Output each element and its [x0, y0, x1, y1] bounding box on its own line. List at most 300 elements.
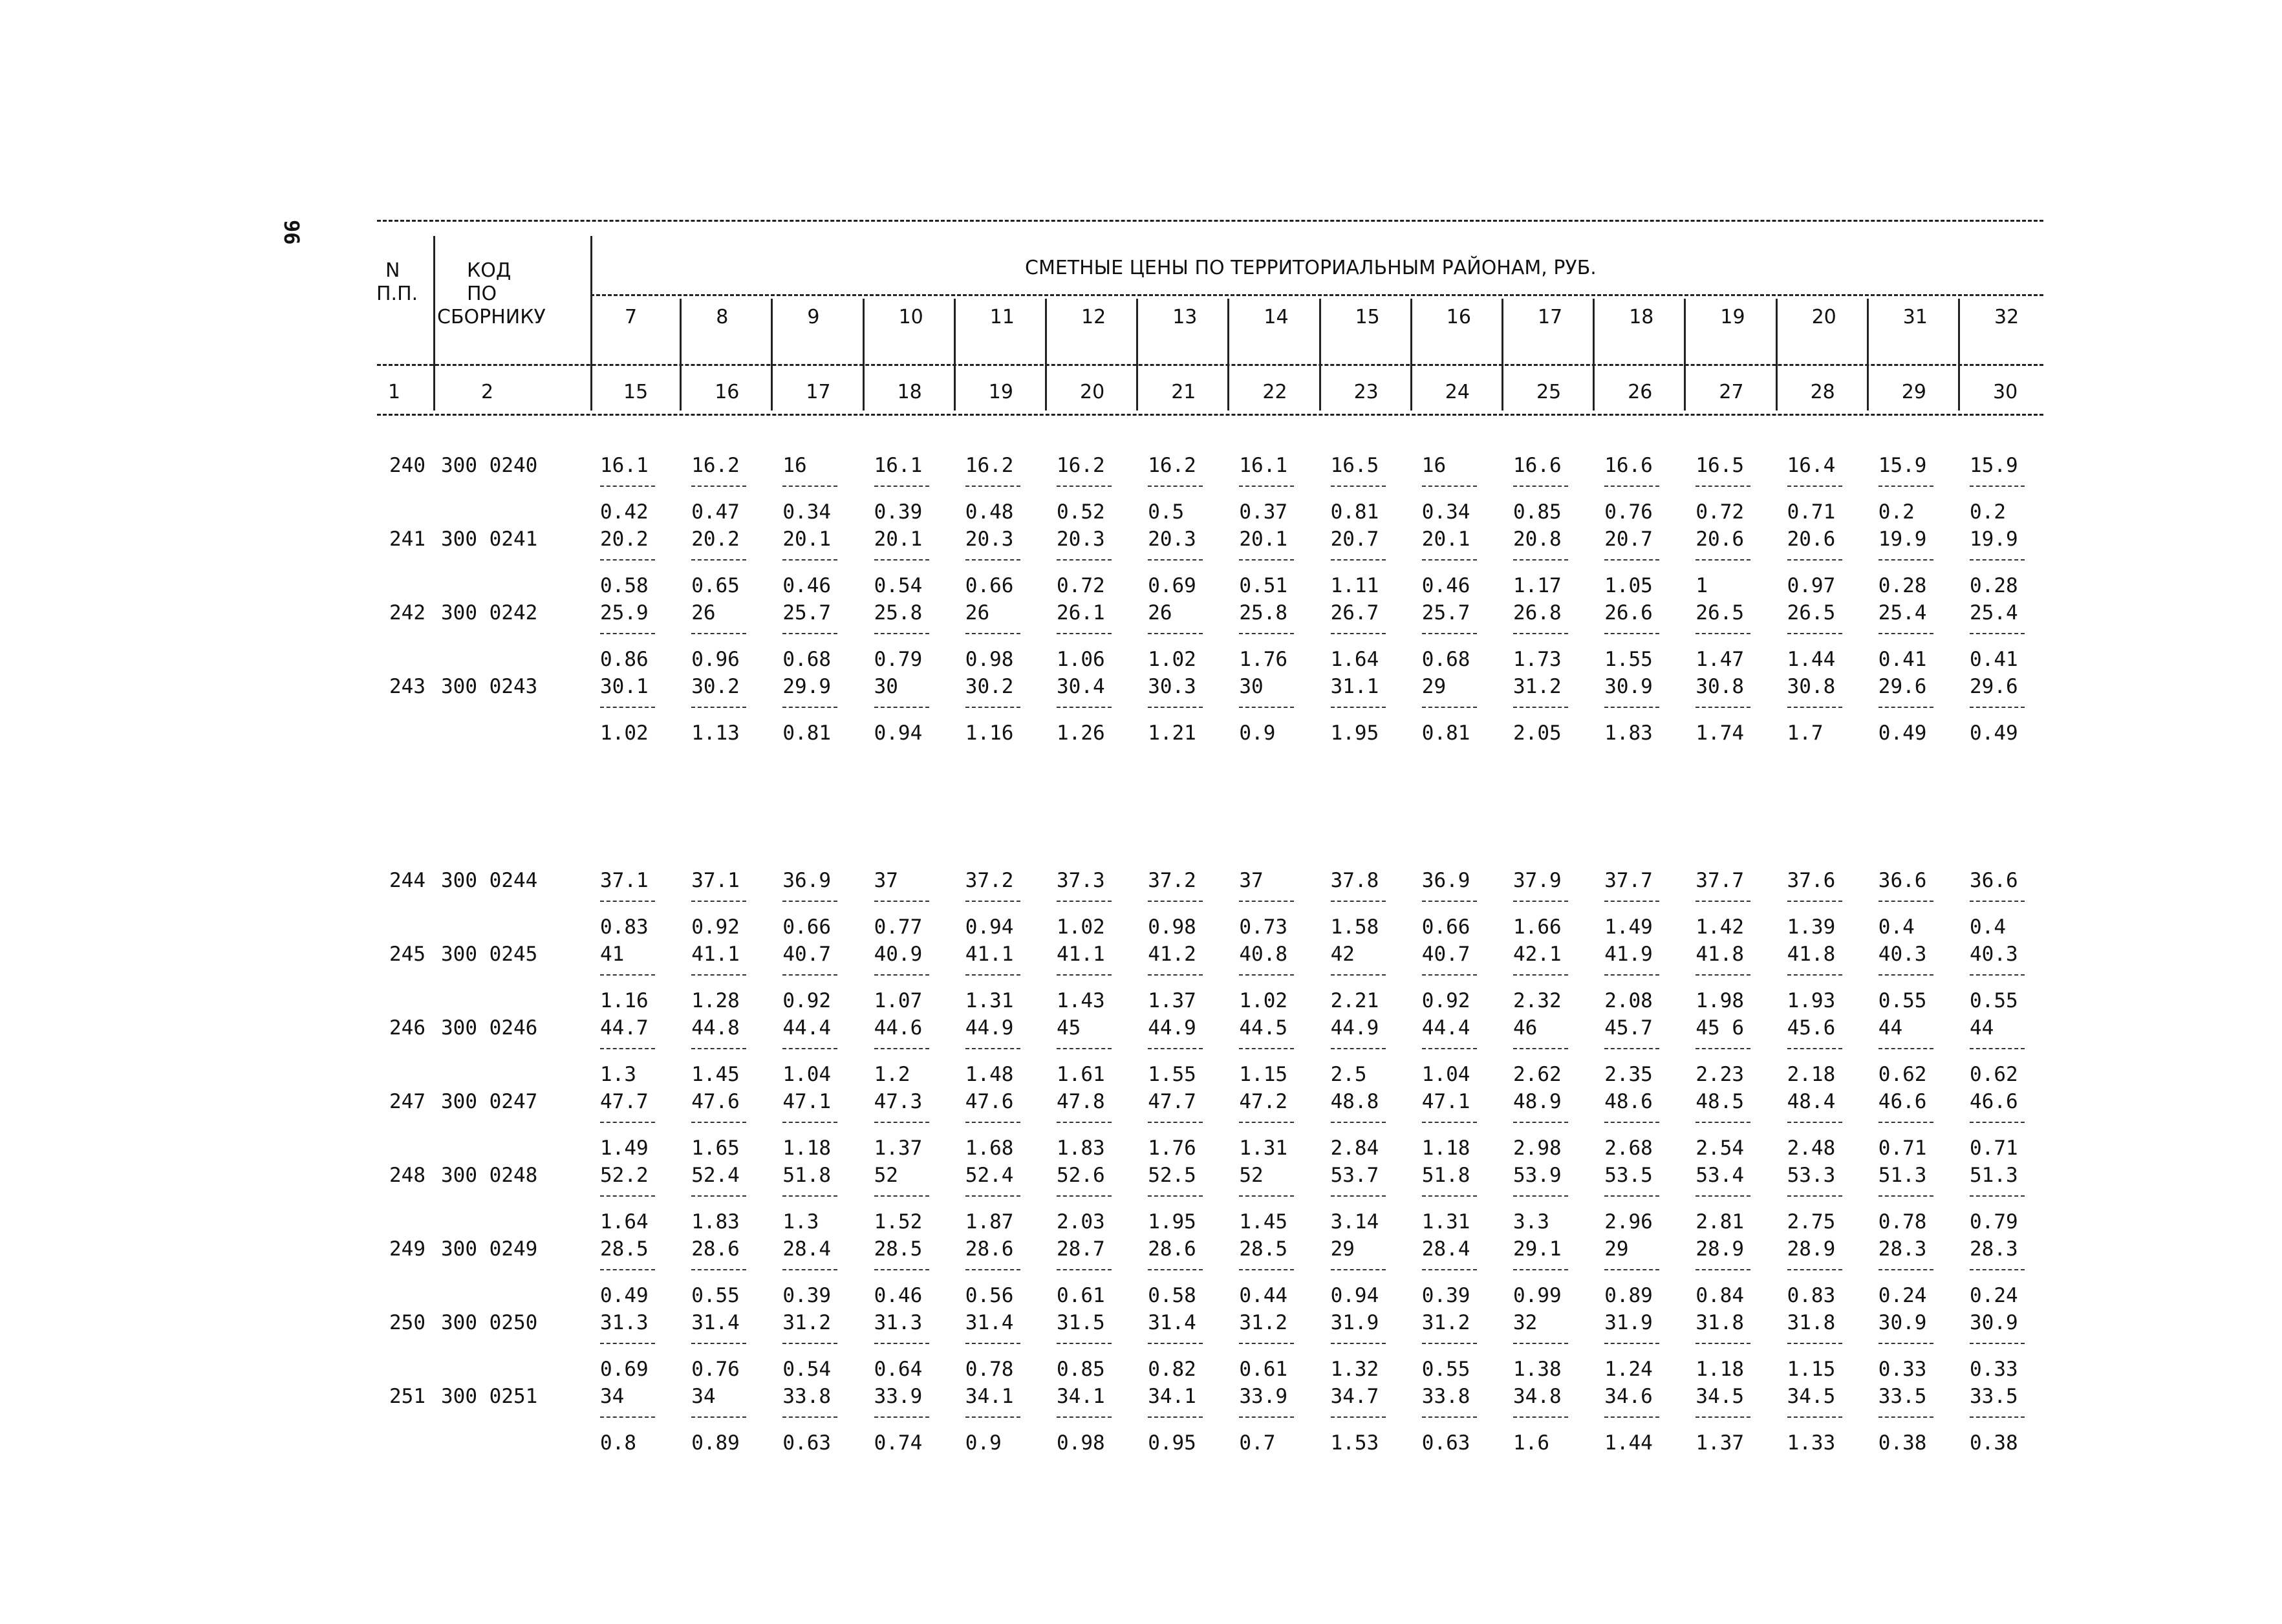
- price-value: 40.7: [1421, 943, 1470, 966]
- price-value: 1.76: [1239, 648, 1288, 671]
- district-number: 9: [807, 306, 820, 328]
- price-value: 30: [874, 675, 898, 698]
- price-value: 26.5: [1695, 601, 1745, 625]
- fraction-rule: [1513, 707, 1568, 708]
- header-vrule: [771, 299, 773, 411]
- fraction-rule: [1148, 1343, 1203, 1344]
- price-value: 1.45: [691, 1063, 740, 1086]
- fraction-rule: [1239, 559, 1294, 561]
- price-value: 47.2: [1239, 1090, 1288, 1113]
- fraction-rule: [1331, 486, 1386, 487]
- price-value: 1.49: [1604, 915, 1653, 939]
- row-code: 300 0247: [441, 1090, 538, 1113]
- price-value: 1.61: [1057, 1063, 1105, 1086]
- fraction-rule: [1239, 1195, 1294, 1197]
- header-code-label: ПО: [467, 283, 497, 305]
- header-vrule: [1958, 299, 1960, 411]
- header-vrule: [1593, 299, 1595, 411]
- district-number: 11: [989, 306, 1015, 328]
- fraction-rule: [1695, 1269, 1750, 1270]
- fraction-rule: [1970, 1343, 2025, 1344]
- price-value: 28.6: [965, 1237, 1014, 1261]
- price-value: 1.31: [1239, 1137, 1288, 1160]
- fraction-rule: [1970, 707, 2025, 708]
- column-index: 17: [806, 381, 831, 403]
- price-value: 0.92: [691, 915, 740, 939]
- price-value: 37: [874, 869, 898, 892]
- price-value: 16.2: [1057, 454, 1105, 477]
- price-value: 44: [1970, 1016, 1994, 1040]
- price-value: 0.63: [782, 1431, 832, 1455]
- price-value: 31.9: [1330, 1311, 1379, 1334]
- price-value: 1.11: [1330, 574, 1379, 597]
- price-value: 1.83: [691, 1210, 740, 1234]
- price-value: 30.4: [1057, 675, 1105, 698]
- header-code-label: СБОРНИКУ: [437, 306, 546, 328]
- price-value: 1.42: [1695, 915, 1745, 939]
- price-value: 48.4: [1787, 1090, 1836, 1113]
- price-value: 30.2: [691, 675, 740, 698]
- price-value: 16.5: [1330, 454, 1379, 477]
- fraction-rule: [782, 1269, 837, 1270]
- price-value: 28.9: [1787, 1237, 1836, 1261]
- price-value: 47.1: [782, 1090, 832, 1113]
- price-value: 25.4: [1970, 601, 2018, 625]
- price-value: 0.92: [1421, 989, 1470, 1012]
- fraction-rule: [1604, 1048, 1659, 1049]
- price-value: 2.35: [1604, 1063, 1653, 1086]
- column-index: 23: [1353, 381, 1379, 403]
- price-value: 28.6: [1148, 1237, 1196, 1261]
- fraction-rule: [1878, 1343, 1933, 1344]
- price-value: 16.5: [1695, 454, 1745, 477]
- price-value: 0.81: [782, 721, 832, 745]
- district-number: 7: [625, 306, 638, 328]
- price-value: 0.58: [600, 574, 649, 597]
- price-value: 1.06: [1057, 648, 1105, 671]
- price-value: 48.5: [1695, 1090, 1745, 1113]
- price-value: 45.7: [1604, 1016, 1653, 1040]
- price-value: 0.55: [1421, 1358, 1470, 1381]
- fraction-rule: [1695, 559, 1750, 561]
- price-value: 52.2: [600, 1164, 649, 1187]
- price-value: 45.6: [1787, 1016, 1836, 1040]
- fraction-rule: [1513, 1269, 1568, 1270]
- fraction-rule: [1787, 707, 1842, 708]
- fraction-rule: [874, 1122, 929, 1123]
- price-value: 34.1: [1148, 1385, 1196, 1408]
- row-number: 243: [389, 675, 425, 698]
- price-value: 26: [1148, 601, 1172, 625]
- price-value: 0.54: [874, 574, 923, 597]
- price-value: 1.48: [965, 1063, 1014, 1086]
- price-value: 20.3: [965, 528, 1014, 551]
- price-value: 26: [965, 601, 990, 625]
- price-value: 1.04: [1421, 1063, 1470, 1086]
- fraction-rule: [1057, 974, 1112, 976]
- price-value: 26.5: [1787, 601, 1836, 625]
- price-value: 20.1: [874, 528, 923, 551]
- price-value: 0.46: [782, 574, 832, 597]
- fraction-rule: [1331, 1269, 1386, 1270]
- price-value: 37.6: [1787, 869, 1836, 892]
- price-value: 44.7: [600, 1016, 649, 1040]
- price-value: 1.31: [1421, 1210, 1470, 1234]
- price-value: 1.2: [874, 1063, 910, 1086]
- fraction-rule: [1970, 974, 2025, 976]
- price-value: 1.49: [600, 1137, 649, 1160]
- price-value: 25.9: [600, 601, 649, 625]
- fraction-rule: [965, 633, 1020, 634]
- fraction-rule: [1878, 974, 1933, 976]
- price-value: 30.2: [965, 675, 1014, 698]
- price-value: 26.7: [1330, 601, 1379, 625]
- fraction-rule: [1057, 1048, 1112, 1049]
- price-value: 1.98: [1695, 989, 1745, 1012]
- fraction-rule: [1970, 486, 2025, 487]
- district-number: 12: [1081, 306, 1106, 328]
- price-value: 30.1: [600, 675, 649, 698]
- fraction-rule: [1239, 707, 1294, 708]
- fraction-rule: [1513, 633, 1568, 634]
- price-value: 31.2: [1513, 675, 1562, 698]
- column-index: 22: [1262, 381, 1287, 403]
- column-index: 18: [897, 381, 922, 403]
- district-number: 17: [1538, 306, 1563, 328]
- fraction-rule: [1695, 1122, 1750, 1123]
- fraction-rule: [1695, 1416, 1750, 1418]
- price-value: 44.4: [782, 1016, 832, 1040]
- fraction-rule: [1513, 559, 1568, 561]
- price-value: 37.2: [965, 869, 1014, 892]
- price-value: 1.43: [1057, 989, 1105, 1012]
- fraction-rule: [1148, 901, 1203, 902]
- price-value: 52.6: [1057, 1164, 1105, 1187]
- row-number: 250: [389, 1311, 425, 1334]
- price-value: 0.61: [1239, 1358, 1288, 1381]
- price-value: 36.9: [1421, 869, 1470, 892]
- price-value: 34.5: [1787, 1385, 1836, 1408]
- fraction-rule: [1331, 559, 1386, 561]
- price-value: 1.02: [1148, 648, 1196, 671]
- price-value: 51.3: [1878, 1164, 1927, 1187]
- price-value: 0.98: [1148, 915, 1196, 939]
- price-value: 1.66: [1513, 915, 1562, 939]
- price-value: 41.8: [1787, 943, 1836, 966]
- fraction-rule: [874, 559, 929, 561]
- fraction-rule: [1057, 1122, 1112, 1123]
- price-value: 0.83: [1787, 1284, 1836, 1307]
- price-value: 16.6: [1513, 454, 1562, 477]
- fraction-rule: [965, 1416, 1020, 1418]
- column-index: 20: [1080, 381, 1105, 403]
- price-value: 0.49: [1878, 721, 1927, 745]
- fraction-rule: [782, 707, 837, 708]
- fraction-rule: [1695, 1343, 1750, 1344]
- price-value: 40.3: [1970, 943, 2018, 966]
- price-value: 36.6: [1878, 869, 1927, 892]
- header-vrule: [1502, 299, 1503, 411]
- fraction-rule: [1970, 1048, 2025, 1049]
- fraction-rule: [874, 1416, 929, 1418]
- row-number: 241: [389, 528, 425, 551]
- price-value: 52: [874, 1164, 898, 1187]
- row-code: 300 0242: [441, 601, 538, 625]
- row-number: 249: [389, 1237, 425, 1261]
- fraction-rule: [1878, 1122, 1933, 1123]
- price-value: 0.9: [1239, 721, 1276, 745]
- price-value: 3.3: [1513, 1210, 1549, 1234]
- price-value: 28.5: [1239, 1237, 1288, 1261]
- row-code: 300 0248: [441, 1164, 538, 1187]
- price-value: 31.8: [1695, 1311, 1745, 1334]
- price-value: 32: [1513, 1311, 1538, 1334]
- fraction-rule: [1331, 1048, 1386, 1049]
- price-value: 53.5: [1604, 1164, 1653, 1187]
- header-vrule: [433, 236, 435, 411]
- price-value: 0.72: [1695, 500, 1745, 524]
- price-value: 0.38: [1878, 1431, 1927, 1455]
- fraction-rule: [1331, 707, 1386, 708]
- price-value: 1.15: [1239, 1063, 1288, 1086]
- column-index: 25: [1536, 381, 1562, 403]
- price-value: 2.32: [1513, 989, 1562, 1012]
- fraction-rule: [1422, 1416, 1477, 1418]
- price-value: 0.8: [600, 1431, 636, 1455]
- price-value: 52: [1239, 1164, 1264, 1187]
- fraction-rule: [1878, 1269, 1933, 1270]
- price-value: 1.83: [1604, 721, 1653, 745]
- fraction-rule: [1331, 633, 1386, 634]
- fraction-rule: [1878, 559, 1933, 561]
- row-number: 246: [389, 1016, 425, 1040]
- price-value: 41.1: [965, 943, 1014, 966]
- price-value: 34: [691, 1385, 716, 1408]
- price-value: 20.7: [1330, 528, 1379, 551]
- price-value: 41.8: [1695, 943, 1745, 966]
- price-value: 1.47: [1695, 648, 1745, 671]
- price-value: 1.44: [1604, 1431, 1653, 1455]
- price-value: 1.45: [1239, 1210, 1288, 1234]
- fraction-rule: [1148, 974, 1203, 976]
- fraction-rule: [1057, 633, 1112, 634]
- price-value: 31.2: [1239, 1311, 1288, 1334]
- price-value: 0.62: [1970, 1063, 2018, 1086]
- fraction-rule: [600, 633, 655, 634]
- fraction-rule: [1422, 974, 1477, 976]
- price-value: 28.4: [1421, 1237, 1470, 1261]
- price-value: 1.05: [1604, 574, 1653, 597]
- price-value: 1.6: [1513, 1431, 1549, 1455]
- price-value: 37.7: [1604, 869, 1653, 892]
- fraction-rule: [1331, 901, 1386, 902]
- price-value: 31.9: [1604, 1311, 1653, 1334]
- price-value: 1.24: [1604, 1358, 1653, 1381]
- price-value: 51.8: [1421, 1164, 1470, 1187]
- price-value: 20.2: [600, 528, 649, 551]
- fraction-rule: [874, 1048, 929, 1049]
- price-value: 41: [600, 943, 625, 966]
- header-vrule: [1867, 299, 1869, 411]
- price-value: 1.37: [1148, 989, 1196, 1012]
- price-value: 0.39: [1421, 1284, 1470, 1307]
- price-value: 0.52: [1057, 500, 1105, 524]
- district-number: 18: [1629, 306, 1654, 328]
- price-value: 47.6: [965, 1090, 1014, 1113]
- fraction-rule: [600, 1122, 655, 1123]
- column-index: 28: [1810, 381, 1835, 403]
- fraction-rule: [600, 901, 655, 902]
- price-value: 0.82: [1148, 1358, 1196, 1381]
- price-value: 1.73: [1513, 648, 1562, 671]
- fraction-rule: [691, 486, 746, 487]
- price-value: 1.65: [691, 1137, 740, 1160]
- price-value: 28.5: [874, 1237, 923, 1261]
- price-value: 53.9: [1513, 1164, 1562, 1187]
- price-value: 1.76: [1148, 1137, 1196, 1160]
- fraction-rule: [1970, 559, 2025, 561]
- price-value: 29: [1330, 1237, 1355, 1261]
- fraction-rule: [1422, 1122, 1477, 1123]
- price-value: 29: [1604, 1237, 1629, 1261]
- fraction-rule: [691, 974, 746, 976]
- fraction-rule: [874, 901, 929, 902]
- fraction-rule: [1878, 1048, 1933, 1049]
- fraction-rule: [965, 486, 1020, 487]
- fraction-rule: [1148, 1048, 1203, 1049]
- price-value: 1.16: [600, 989, 649, 1012]
- header-vrule: [1410, 299, 1412, 411]
- price-value: 16: [782, 454, 807, 477]
- price-value: 31.3: [874, 1311, 923, 1334]
- fraction-rule: [1331, 1343, 1386, 1344]
- price-value: 0.56: [965, 1284, 1014, 1307]
- header-vrule: [1776, 299, 1778, 411]
- fraction-rule: [1148, 1416, 1203, 1418]
- page-number: 96: [279, 220, 304, 245]
- fraction-rule: [1878, 633, 1933, 634]
- price-value: 1.02: [1057, 915, 1105, 939]
- price-value: 1.93: [1787, 989, 1836, 1012]
- price-value: 30.9: [1970, 1311, 2018, 1334]
- price-value: 47.1: [1421, 1090, 1470, 1113]
- fraction-rule: [1878, 1416, 1933, 1418]
- price-value: 19.9: [1970, 528, 2018, 551]
- price-value: 44.5: [1239, 1016, 1288, 1040]
- price-value: 34: [600, 1385, 625, 1408]
- price-value: 41.1: [1057, 943, 1105, 966]
- fraction-rule: [1331, 1195, 1386, 1197]
- header-top-rule: [377, 220, 2043, 222]
- price-value: 40.7: [782, 943, 832, 966]
- fraction-rule: [1604, 1269, 1659, 1270]
- price-value: 1.02: [600, 721, 649, 745]
- fraction-rule: [691, 559, 746, 561]
- price-value: 1.26: [1057, 721, 1105, 745]
- fraction-rule: [1422, 633, 1477, 634]
- fraction-rule: [1878, 901, 1933, 902]
- fraction-rule: [965, 1195, 1020, 1197]
- fraction-rule: [1604, 486, 1659, 487]
- price-value: 1.95: [1330, 721, 1379, 745]
- price-value: 2.96: [1604, 1210, 1653, 1234]
- fraction-rule: [1057, 1195, 1112, 1197]
- fraction-rule: [691, 1048, 746, 1049]
- price-value: 0.39: [782, 1284, 832, 1307]
- fraction-rule: [600, 1269, 655, 1270]
- price-value: 34.1: [965, 1385, 1014, 1408]
- price-value: 51.8: [782, 1164, 832, 1187]
- price-value: 1.87: [965, 1210, 1014, 1234]
- row-number: 245: [389, 943, 425, 966]
- price-value: 1.37: [874, 1137, 923, 1160]
- price-value: 20.2: [691, 528, 740, 551]
- district-number: 15: [1355, 306, 1380, 328]
- price-value: 33.8: [1421, 1385, 1470, 1408]
- price-value: 30: [1239, 675, 1264, 698]
- fraction-rule: [1787, 901, 1842, 902]
- price-value: 31.4: [691, 1311, 740, 1334]
- price-value: 0.68: [1421, 648, 1470, 671]
- district-number: 16: [1446, 306, 1471, 328]
- fraction-rule: [1239, 901, 1294, 902]
- column-index: 15: [623, 381, 649, 403]
- fraction-rule: [600, 486, 655, 487]
- fraction-rule: [782, 1416, 837, 1418]
- price-value: 0.42: [600, 500, 649, 524]
- price-value: 1.28: [691, 989, 740, 1012]
- fraction-rule: [965, 559, 1020, 561]
- price-value: 0.69: [1148, 574, 1196, 597]
- price-value: 1.32: [1330, 1358, 1379, 1381]
- price-value: 41.2: [1148, 943, 1196, 966]
- price-value: 1.37: [1695, 1431, 1745, 1455]
- price-value: 1.55: [1604, 648, 1653, 671]
- fraction-rule: [1604, 1343, 1659, 1344]
- price-value: 0.86: [600, 648, 649, 671]
- row-number: 248: [389, 1164, 425, 1187]
- price-value: 37.9: [1513, 869, 1562, 892]
- price-value: 20.1: [1421, 528, 1470, 551]
- price-value: 1.53: [1330, 1431, 1379, 1455]
- header-sub-rule: [377, 364, 2043, 366]
- fraction-rule: [1422, 1195, 1477, 1197]
- fraction-rule: [782, 1048, 837, 1049]
- price-value: 1.38: [1513, 1358, 1562, 1381]
- fraction-rule: [782, 1343, 837, 1344]
- price-value: 16.2: [691, 454, 740, 477]
- price-value: 2.08: [1604, 989, 1653, 1012]
- price-value: 0.33: [1970, 1358, 2018, 1381]
- price-value: 1.18: [782, 1137, 832, 1160]
- fraction-rule: [600, 974, 655, 976]
- district-number: 19: [1720, 306, 1745, 328]
- price-value: 44.9: [965, 1016, 1014, 1040]
- price-value: 20.7: [1604, 528, 1653, 551]
- price-value: 37.1: [600, 869, 649, 892]
- price-value: 41.9: [1604, 943, 1653, 966]
- price-value: 31.2: [1421, 1311, 1470, 1334]
- fraction-rule: [1239, 1416, 1294, 1418]
- price-value: 0.77: [874, 915, 923, 939]
- price-value: 34.8: [1513, 1385, 1562, 1408]
- price-value: 0.85: [1057, 1358, 1105, 1381]
- price-value: 0.54: [782, 1358, 832, 1381]
- fraction-rule: [1331, 1122, 1386, 1123]
- fraction-rule: [600, 1416, 655, 1418]
- price-value: 30.8: [1787, 675, 1836, 698]
- price-value: 48.9: [1513, 1090, 1562, 1113]
